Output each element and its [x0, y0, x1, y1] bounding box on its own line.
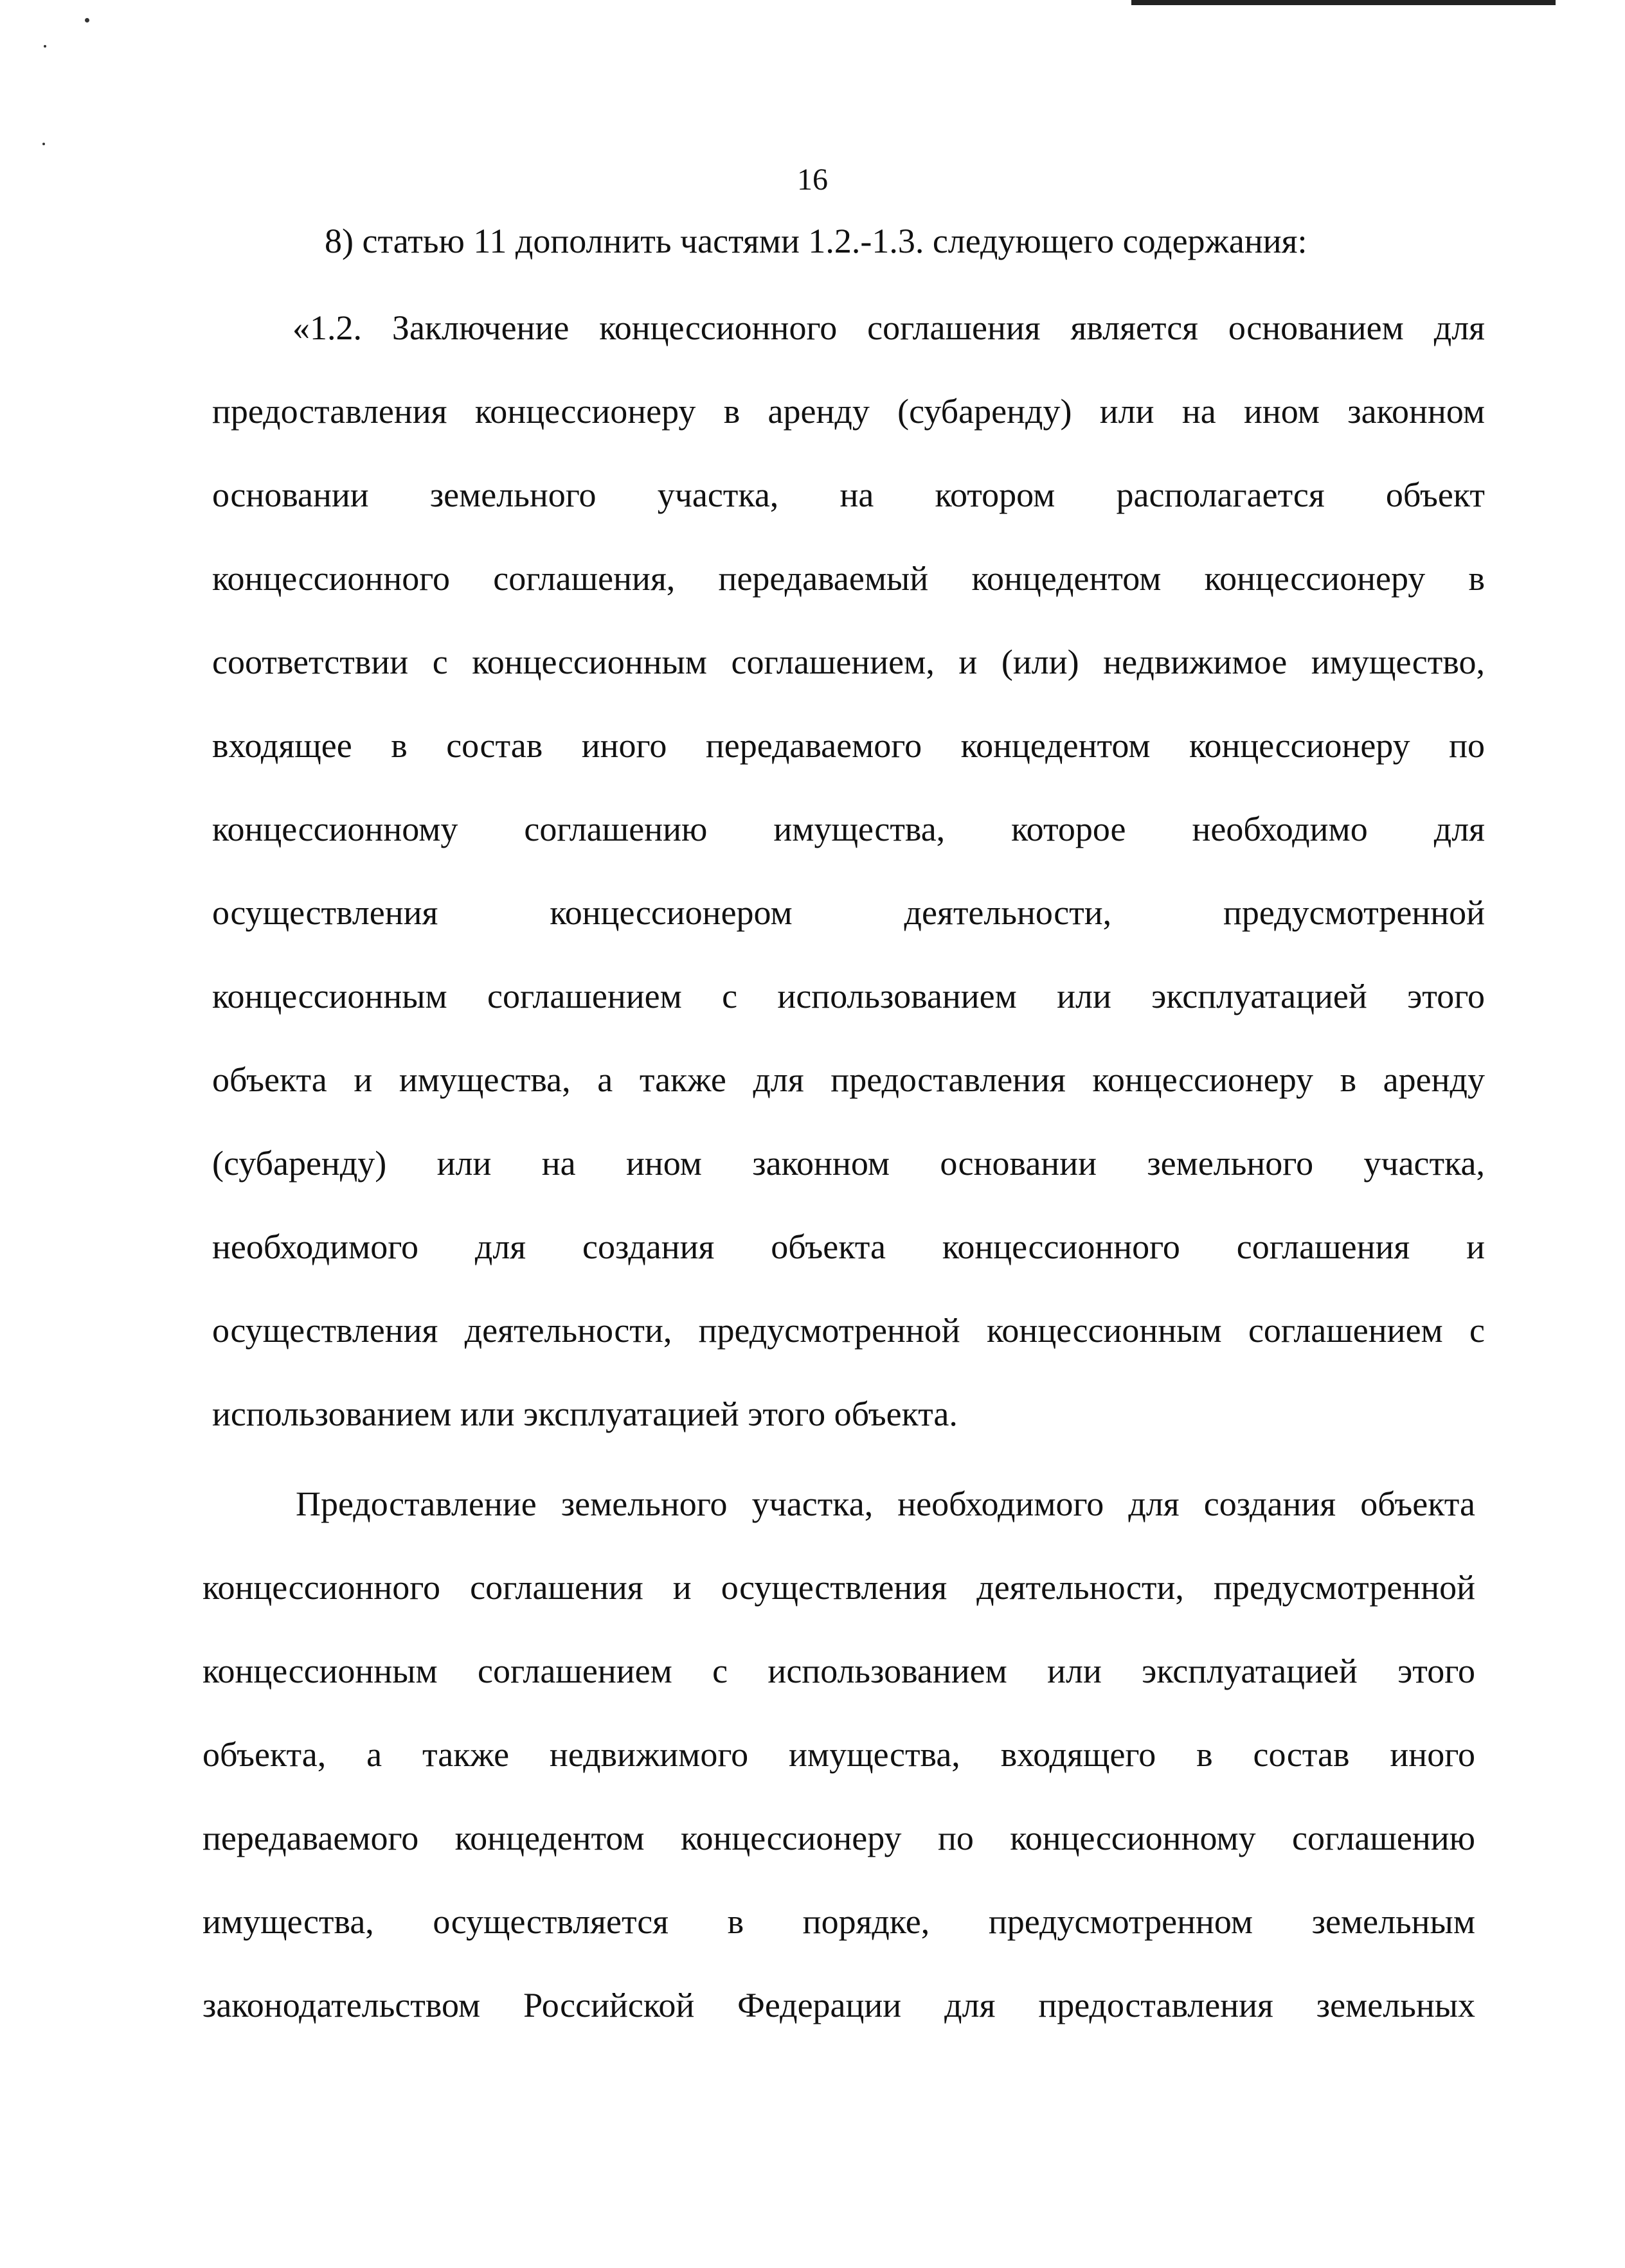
paragraph-line: объекта и имущества, а также для предоставления концессионеру в аренду [212, 1060, 1485, 1099]
scan-speck [44, 45, 46, 48]
scan-edge-line [1131, 0, 1556, 5]
paragraph-line: концессионному соглашению имущества, которое необходимо для [212, 810, 1485, 848]
paragraph-line: осуществления концессионером деятельности, предусмотренной [212, 893, 1485, 932]
paragraph-line: осуществления деятельности, предусмотренной концессионным соглашением с [212, 1311, 1485, 1350]
amendment-lead-line: 8) статью 11 дополнить частями 1.2.-1.3. следующего содержания: [325, 222, 1307, 260]
paragraph-line: Предоставление земельного участка, необходимого для создания объекта [296, 1485, 1475, 1523]
paragraph-line: входящее в состав иного передаваемого концедентом концессионеру по [212, 726, 1485, 765]
paragraph-line: «1.2. Заключение концессионного соглашения является основанием для [292, 308, 1485, 347]
paragraph-line: (субаренду) или на ином законном основании земельного участка, [212, 1144, 1485, 1183]
paragraph-line: законодательством Российской Федерации для предоставления земельных [202, 1986, 1475, 2024]
paragraph-line: концессионным соглашением с использованием или эксплуатацией этого [202, 1652, 1475, 1690]
scan-speck [85, 18, 89, 22]
paragraph-line: объекта, а также недвижимого имущества, входящего в состав иного [202, 1735, 1475, 1774]
page-number: 16 [797, 163, 828, 197]
paragraph-line: передаваемого концедентом концессионеру по концессионному соглашению [202, 1819, 1475, 1857]
paragraph-line: концессионным соглашением с использованием или эксплуатацией этого [212, 977, 1485, 1015]
paragraph-1 [212, 286, 1485, 1456]
paragraph-line: концессионного соглашения, передаваемый концедентом концессионеру в [212, 559, 1485, 598]
paragraph-2 [202, 1462, 1475, 2047]
paragraph-line: необходимого для создания объекта концессионного соглашения и [212, 1228, 1485, 1266]
paragraph-line: концессионного соглашения и осуществления деятельности, предусмотренной [202, 1568, 1475, 1607]
paragraph-line: соответствии с концессионным соглашением, и (или) недвижимое имущество, [212, 643, 1485, 681]
paragraph-line: использованием или эксплуатацией этого объекта. [212, 1395, 958, 1433]
paragraph-line: имущества, осуществляется в порядке, предусмотренном земельным [202, 1902, 1475, 1941]
scan-speck [42, 143, 45, 145]
paragraph-line: основании земельного участка, на котором располагается объект [212, 476, 1485, 514]
paragraph-line: предоставления концессионеру в аренду (субаренду) или на ином законном [212, 392, 1485, 431]
